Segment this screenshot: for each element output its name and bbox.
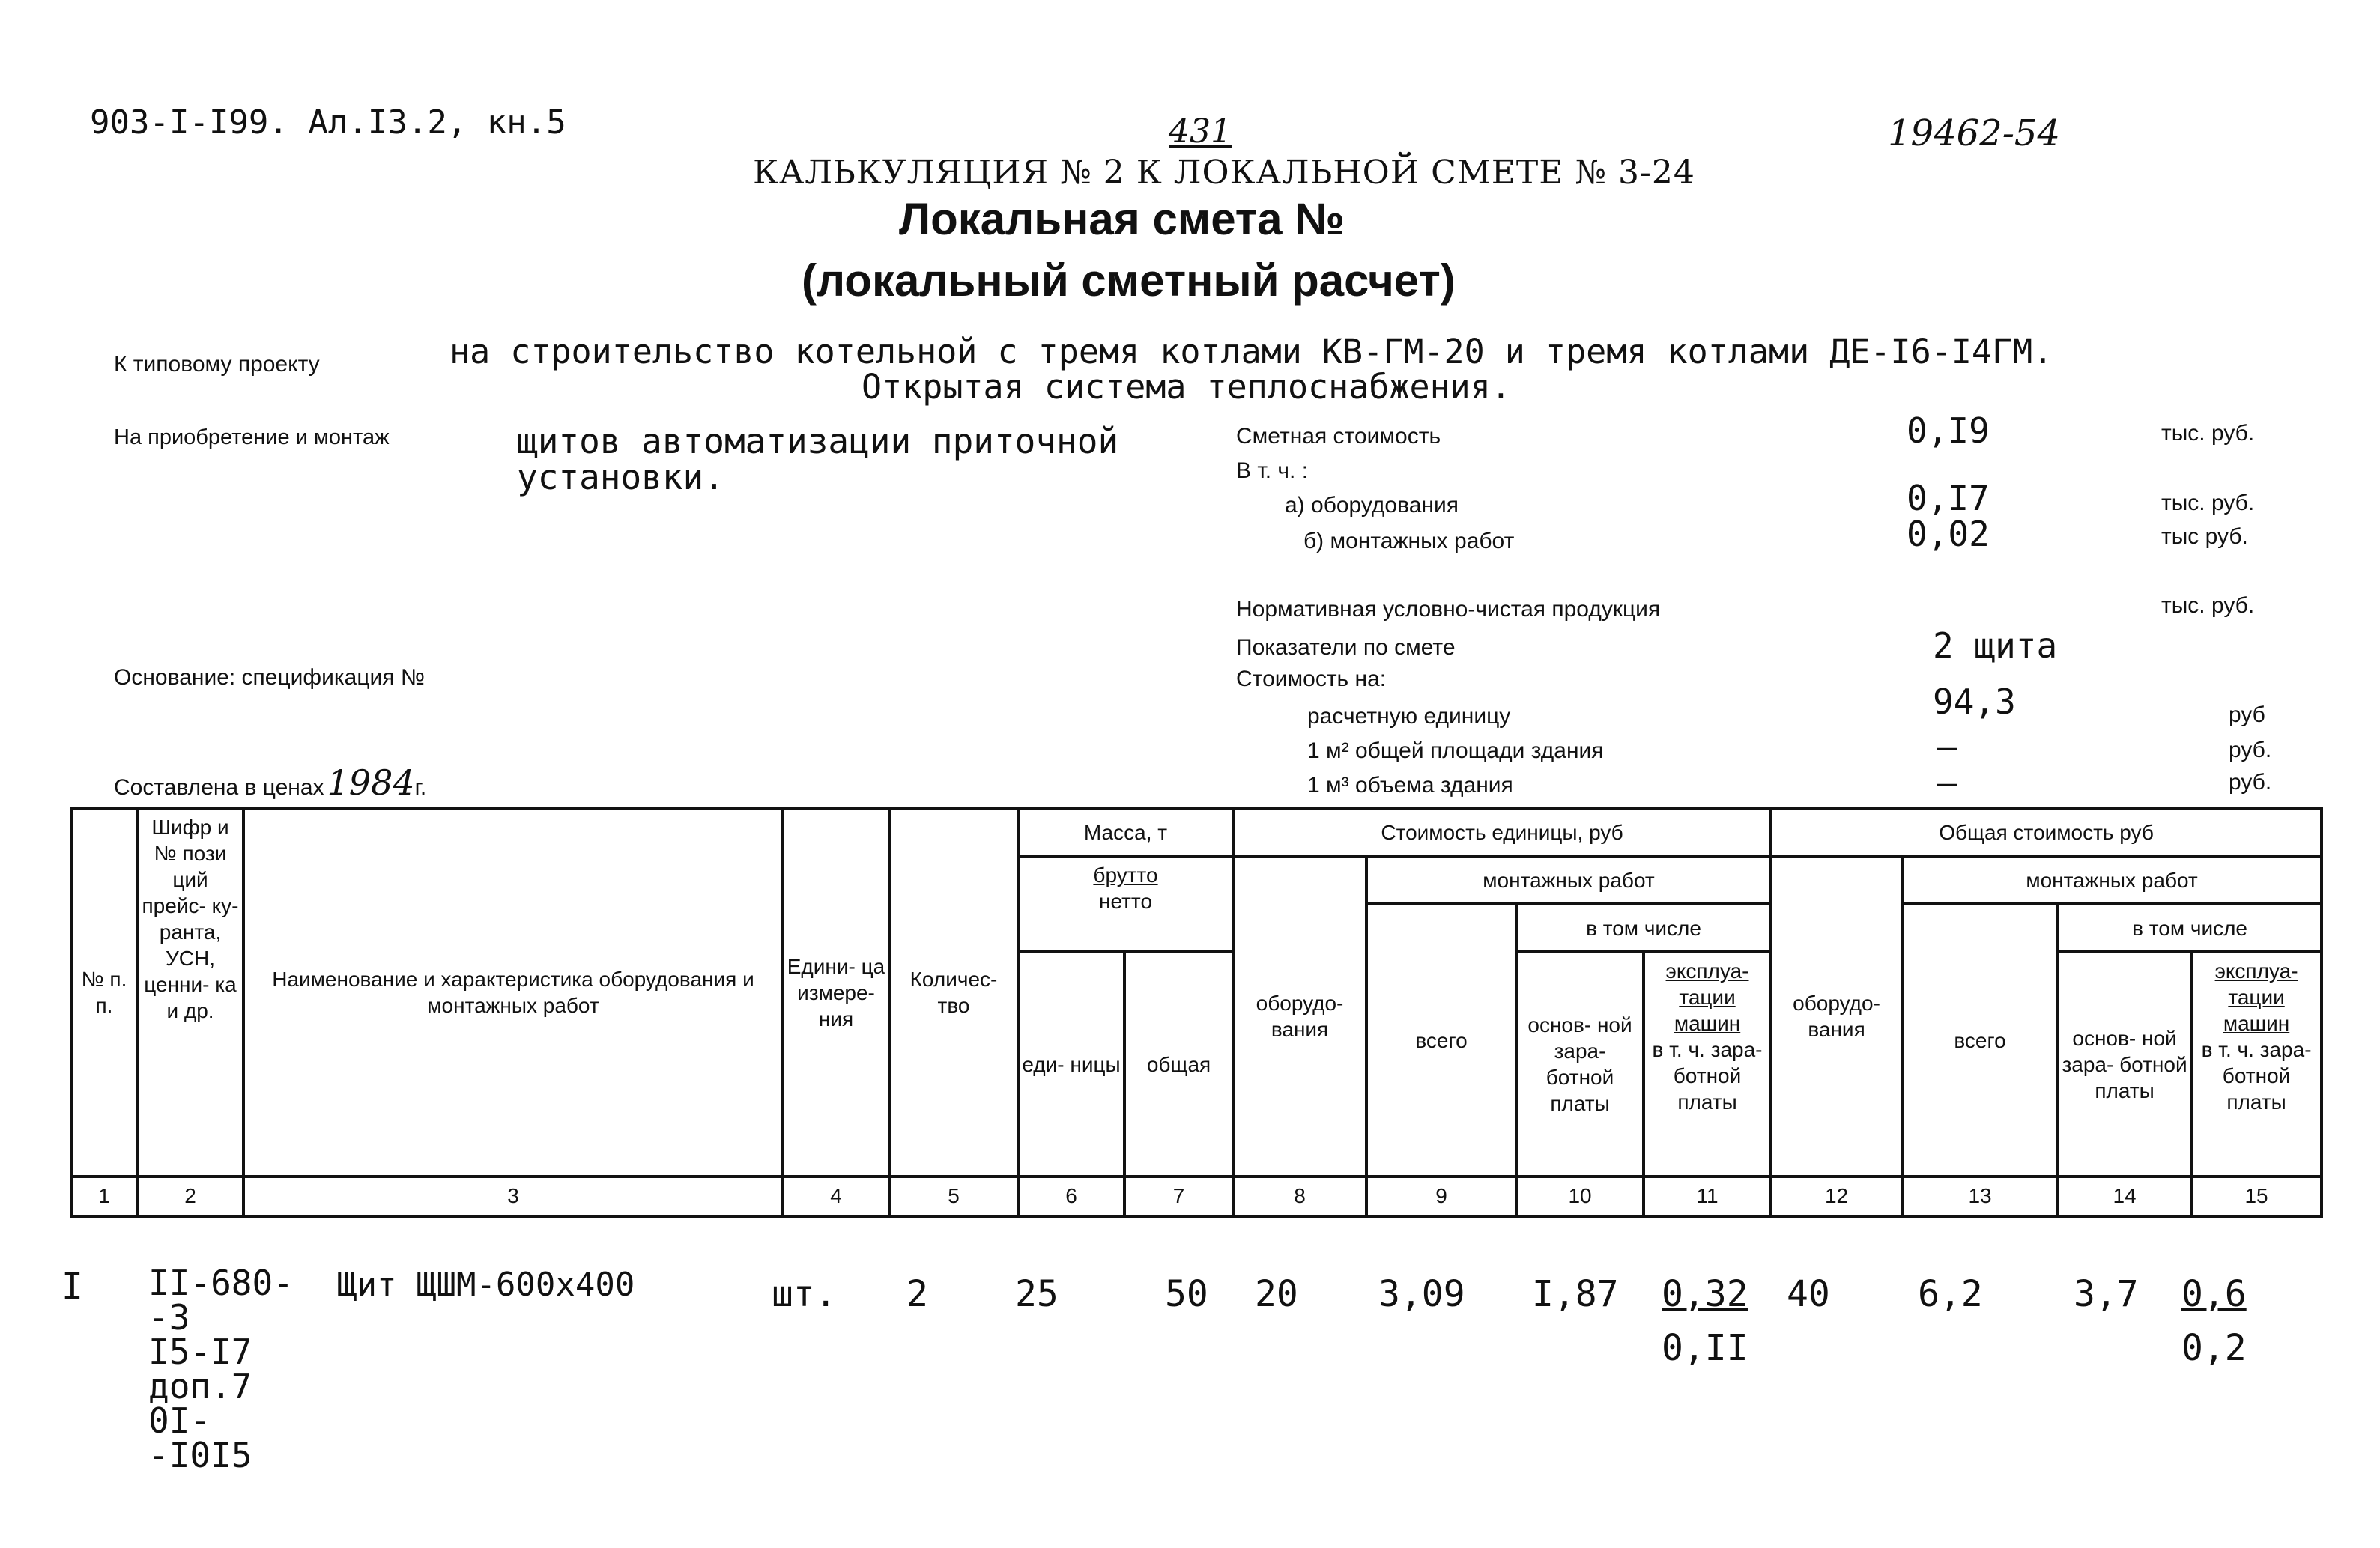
header-mass-total: общая bbox=[1124, 952, 1233, 1177]
header-tc-equipment: оборудо- вания bbox=[1771, 856, 1902, 1177]
area-value: – bbox=[1937, 726, 1957, 767]
header-tc-machines-top: эксплуа- тации машин bbox=[2214, 959, 2298, 1035]
row-name: Щит ЩШМ-600х400 bbox=[337, 1266, 635, 1304]
row-code-line: II-680- bbox=[148, 1263, 294, 1303]
purpose-text: щитов автоматизации приточной bbox=[517, 421, 1119, 461]
page-number: 431 bbox=[1169, 112, 1232, 151]
header-tc-machines-sub: в т. ч. зара- ботной платы bbox=[2201, 1038, 2312, 1114]
col-number: 4 bbox=[783, 1177, 889, 1217]
volume-unit: руб. bbox=[2229, 770, 2272, 795]
project-label: К типовому проекту bbox=[114, 352, 320, 377]
header-brutto-netto bbox=[1018, 856, 1233, 952]
header-uc-equipment: оборудо- вания bbox=[1233, 856, 1366, 1177]
col-number: 14 bbox=[2058, 1177, 2191, 1217]
area-unit: руб. bbox=[2229, 738, 2272, 762]
col-number: 1 bbox=[71, 1177, 137, 1217]
header-uc-total: всего bbox=[1366, 904, 1516, 1177]
indicators-value: 2 щита bbox=[1933, 625, 2058, 666]
col-number: 11 bbox=[1644, 1177, 1771, 1217]
row-uc-machines-wage: 0,II bbox=[1662, 1327, 1748, 1369]
column-number-row bbox=[71, 1177, 2322, 1217]
row-tc-machines-wage: 0,2 bbox=[2181, 1327, 2247, 1369]
estimated-cost-label: Сметная стоимость bbox=[1236, 424, 1441, 449]
header-unit: Едини- ца измере- ния bbox=[783, 808, 889, 1177]
row-number: I bbox=[61, 1266, 83, 1308]
prices-year: 1984 bbox=[327, 762, 415, 803]
prices-line bbox=[114, 762, 426, 803]
col-number: 6 bbox=[1018, 1177, 1124, 1217]
volume-value: – bbox=[1937, 762, 1957, 803]
equipment-unit: тыс. руб. bbox=[2161, 491, 2255, 515]
header-netto: нетто bbox=[1099, 890, 1153, 913]
row-code-line: -3 bbox=[148, 1297, 190, 1338]
unit-calc-label: расчетную единицу bbox=[1307, 704, 1511, 729]
project-text-2: Открытая система теплоснабжения. bbox=[862, 367, 1511, 407]
row-mass-total: 50 bbox=[1165, 1273, 1208, 1315]
installation-label: б) монтажных работ bbox=[1303, 529, 1515, 553]
project-text: на строительство котельной с тремя котлами КВ-ГМ-20 и тремя котлами ДЕ-I6-I4ГМ. bbox=[449, 332, 2053, 371]
header-brutto: брутто bbox=[1093, 863, 1158, 887]
col-number: 2 bbox=[137, 1177, 243, 1217]
row-tc-total: 6,2 bbox=[1918, 1273, 1983, 1315]
col-number: 3 bbox=[243, 1177, 783, 1217]
form-subtitle: (локальный сметный расчет) bbox=[802, 255, 1456, 306]
purpose-label: На приобретение и монтаж bbox=[114, 425, 390, 449]
estimated-cost-unit: тыс. руб. bbox=[2161, 421, 2255, 446]
header-tc-incl: в том числе bbox=[2058, 904, 2322, 952]
form-title: Локальная смета № bbox=[899, 194, 1345, 244]
indicators-label: Показатели по смете bbox=[1236, 635, 1456, 660]
calculation-title: КАЛЬКУЛЯЦИЯ № 2 К ЛОКАЛЬНОЙ СМЕТЕ № 3-24 bbox=[753, 154, 1695, 192]
header-uc-machines-sub: в т. ч. зара- ботной платы bbox=[1652, 1038, 1763, 1114]
col-number: 8 bbox=[1233, 1177, 1366, 1217]
col-number: 15 bbox=[2191, 1177, 2322, 1217]
estimated-cost-value: 0,I9 bbox=[1907, 410, 1990, 451]
row-mass-unit: 25 bbox=[1015, 1273, 1059, 1315]
header-qty: Количес- тво bbox=[889, 808, 1018, 1177]
prices-suffix: г. bbox=[414, 775, 427, 800]
header-tc-wage: основ- ной зара- ботной платы bbox=[2058, 952, 2191, 1177]
row-unit: шт. bbox=[772, 1273, 837, 1315]
area-label: 1 м² общей площади здания bbox=[1307, 738, 1604, 763]
purpose-text-2: установки. bbox=[517, 457, 724, 497]
row-tc-wage: 3,7 bbox=[2074, 1273, 2139, 1315]
col-number: 5 bbox=[889, 1177, 1018, 1217]
cost-per-label: Стоимость на: bbox=[1236, 667, 1387, 691]
equipment-value: 0,I7 bbox=[1907, 478, 1990, 518]
row-tc-equipment: 40 bbox=[1787, 1273, 1830, 1315]
header-name: Наименование и характеристика оборудования и монтажных работ bbox=[243, 808, 783, 1177]
normative-unit: тыс. руб. bbox=[2161, 593, 2255, 618]
row-uc-equipment: 20 bbox=[1255, 1273, 1298, 1315]
header-total-cost: Общая стоимость руб bbox=[1771, 808, 2322, 856]
prices-label: Составлена в ценах bbox=[114, 775, 324, 800]
including-label: В т. ч. : bbox=[1236, 458, 1309, 483]
col-number: 10 bbox=[1516, 1177, 1644, 1217]
header-num: № п. п. bbox=[71, 808, 137, 1177]
row-code-line: I5-I7 bbox=[148, 1332, 252, 1372]
header-tc-machines bbox=[2191, 952, 2322, 1177]
header-uc-incl: в том числе bbox=[1516, 904, 1771, 952]
unit-calc-unit: руб bbox=[2229, 702, 2265, 727]
document-reference: 903-I-I99. Ал.I3.2, кн.5 bbox=[90, 103, 566, 142]
header-tc-total: всего bbox=[1902, 904, 2058, 1177]
col-number: 13 bbox=[1902, 1177, 2058, 1217]
header-unit-cost: Стоимость единицы, руб bbox=[1233, 808, 1771, 856]
row-code-line: 0I- bbox=[148, 1400, 211, 1441]
estimate-table bbox=[70, 807, 2323, 1218]
header-uc-wage: основ- ной зара- ботной платы bbox=[1516, 952, 1644, 1177]
col-number: 9 bbox=[1366, 1177, 1516, 1217]
row-code bbox=[148, 1263, 294, 1475]
header-mass-unit: еди- ницы bbox=[1018, 952, 1124, 1177]
header-code: Шифр и № пози ций прейс- ку- ранта, УСН, ценни- ка и др. bbox=[137, 808, 243, 1177]
basis-label: Основание: спецификация № bbox=[114, 665, 426, 690]
header-uc-machines bbox=[1644, 952, 1771, 1177]
stamp-number: 19462-54 bbox=[1888, 112, 2060, 154]
header-tc-install: монтажных работ bbox=[1902, 856, 2322, 904]
installation-value: 0,02 bbox=[1907, 514, 1990, 554]
installation-unit: тыс руб. bbox=[2161, 524, 2248, 549]
row-uc-wage: I,87 bbox=[1532, 1273, 1619, 1315]
row-tc-machines: 0,6 bbox=[2181, 1273, 2247, 1315]
header-uc-machines-top: эксплуа- тации машин bbox=[1665, 959, 1749, 1035]
col-number: 7 bbox=[1124, 1177, 1233, 1217]
equipment-label: а) оборудования bbox=[1285, 493, 1459, 517]
normative-label: Нормативная условно-чистая продукция bbox=[1236, 597, 1661, 622]
header-uc-install: монтажных работ bbox=[1366, 856, 1771, 904]
col-number: 12 bbox=[1771, 1177, 1902, 1217]
header-mass: Масса, т bbox=[1018, 808, 1233, 856]
row-uc-total: 3,09 bbox=[1378, 1273, 1465, 1315]
volume-label: 1 м³ объема здания bbox=[1307, 773, 1513, 798]
row-uc-machines: 0,32 bbox=[1662, 1273, 1748, 1315]
row-code-line: -I0I5 bbox=[148, 1435, 252, 1475]
unit-calc-value: 94,3 bbox=[1933, 682, 2016, 722]
row-code-line: доп.7 bbox=[148, 1366, 252, 1406]
row-qty: 2 bbox=[906, 1273, 928, 1315]
